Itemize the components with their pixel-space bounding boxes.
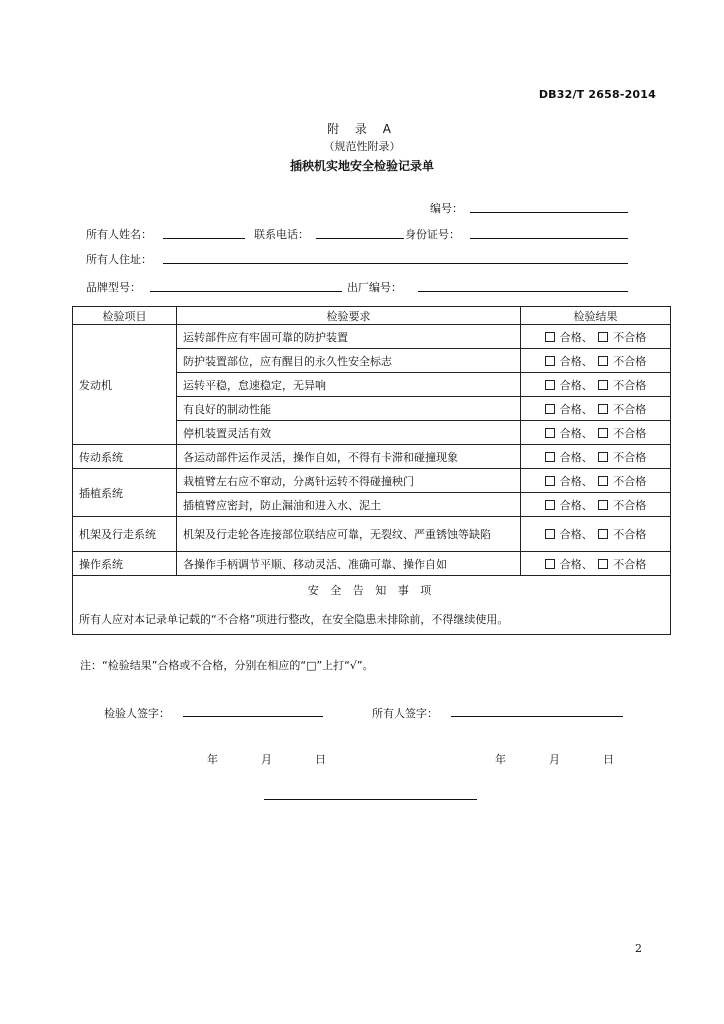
pass-checkbox[interactable] [545,559,555,569]
page-number: 2 [635,942,642,955]
requirement-cell: 机架及行走轮各连接部位联结应可靠，无裂纹、严重锈蚀等缺陷 [177,517,521,552]
header-requirement: 检验要求 [177,307,521,325]
pass-checkbox[interactable] [545,404,555,414]
result-cell: 合格、 不合格 [521,325,671,349]
fail-checkbox[interactable] [598,380,608,390]
pass-checkbox[interactable] [545,529,555,539]
serial-field[interactable] [418,291,628,292]
result-cell: 合格、 不合格 [521,421,671,445]
notice-title-row [73,576,671,605]
table-row [73,445,671,469]
fail-checkbox[interactable] [598,332,608,342]
appendix-type: （规范性附录） [323,140,401,153]
requirement-cell: 运转平稳，怠速稳定，无异响 [177,373,521,397]
day-label: 日 [603,753,614,766]
category-cell: 发动机 [73,325,177,445]
pass-checkbox[interactable] [545,380,555,390]
fail-checkbox[interactable] [598,476,608,486]
table-row [73,469,671,493]
pass-checkbox[interactable] [545,332,555,342]
address-label: 所有人住址： [86,253,152,266]
model-label: 品牌型号： [86,281,141,294]
pass-checkbox[interactable] [545,476,555,486]
result-cell: 合格、 不合格 [521,445,671,469]
result-cell: 合格、 不合格 [521,349,671,373]
inspection-table [72,306,671,635]
table-row [73,517,671,552]
pass-checkbox[interactable] [545,452,555,462]
number-label: 编号： [430,202,463,215]
fail-checkbox[interactable] [598,356,608,366]
result-cell: 合格、 不合格 [521,517,671,552]
table-row [73,325,671,349]
pass-checkbox[interactable] [545,428,555,438]
category-cell: 操作系统 [73,552,177,576]
phone-label: 联系电话： [254,228,309,241]
owner-name-field[interactable] [163,238,245,239]
table-header-row [73,307,671,325]
id-label: 身份证号： [405,228,460,241]
owner-signature-label: 所有人签字： [372,707,438,720]
fail-checkbox[interactable] [598,500,608,510]
result-cell: 合格、 不合格 [521,373,671,397]
result-cell: 合格、 不合格 [521,469,671,493]
inspector-signature-label: 检验人签字： [104,707,170,720]
end-rule [264,799,477,800]
owner-name-label: 所有人姓名： [86,228,152,241]
fail-checkbox[interactable] [598,529,608,539]
inspector-date [207,751,326,767]
owner-signature-field[interactable] [451,716,623,717]
fail-checkbox[interactable] [598,452,608,462]
model-field[interactable] [150,291,342,292]
table-row [73,552,671,576]
year-label: 年 [207,753,218,766]
table-note: 注：“检验结果”合格或不合格，分别在相应的“□”上打“√”。 [80,659,374,672]
result-cell: 合格、 不合格 [521,493,671,517]
category-cell: 插植系统 [73,469,177,517]
requirement-cell: 各操作手柄调节平顺、移动灵活、准确可靠、操作自如 [177,552,521,576]
day-label: 日 [315,753,326,766]
form-title: 插秧机实地安全检验记录单 [289,159,434,173]
requirement-cell: 插植臂应密封，防止漏油和进入水、泥土 [177,493,521,517]
pass-checkbox[interactable] [545,500,555,510]
result-cell: 合格、 不合格 [521,552,671,576]
header-result: 检验结果 [521,307,671,325]
requirement-cell: 防护装置部位，应有醒目的永久性安全标志 [177,349,521,373]
requirement-cell: 栽植臂左右应不窜动，分离针运转不得碰撞秧门 [177,469,521,493]
phone-field[interactable] [316,238,404,239]
fail-checkbox[interactable] [598,559,608,569]
fail-checkbox[interactable] [598,404,608,414]
appendix-title: 附 录 A [327,122,397,136]
standard-number: DB32/T 2658-2014 [538,88,656,101]
requirement-cell: 运转部件应有牢固可靠的防护装置 [177,325,521,349]
requirement-cell: 各运动部件运作灵活，操作自如，不得有卡滞和碰撞现象 [177,445,521,469]
year-label: 年 [495,753,506,766]
id-field[interactable] [470,238,628,239]
pass-checkbox[interactable] [545,356,555,366]
notice-title: 安 全 告 知 事 项 [73,576,671,605]
result-cell: 合格、 不合格 [521,397,671,421]
fail-checkbox[interactable] [598,428,608,438]
header-item: 检验项目 [73,307,177,325]
address-field[interactable] [163,263,628,264]
inspector-signature-field[interactable] [183,716,323,717]
requirement-cell: 停机装置灵活有效 [177,421,521,445]
serial-label: 出厂编号： [347,281,402,294]
category-cell: 传动系统 [73,445,177,469]
month-label: 月 [261,753,272,766]
owner-date [495,751,614,767]
number-field[interactable] [470,212,628,213]
notice-body-row [73,604,671,635]
category-cell: 机架及行走系统 [73,517,177,552]
notice-body: 所有人应对本记录单记载的“不合格”项进行整改，在安全隐患未排除前，不得继续使用。 [73,604,671,635]
month-label: 月 [549,753,560,766]
requirement-cell: 有良好的制动性能 [177,397,521,421]
